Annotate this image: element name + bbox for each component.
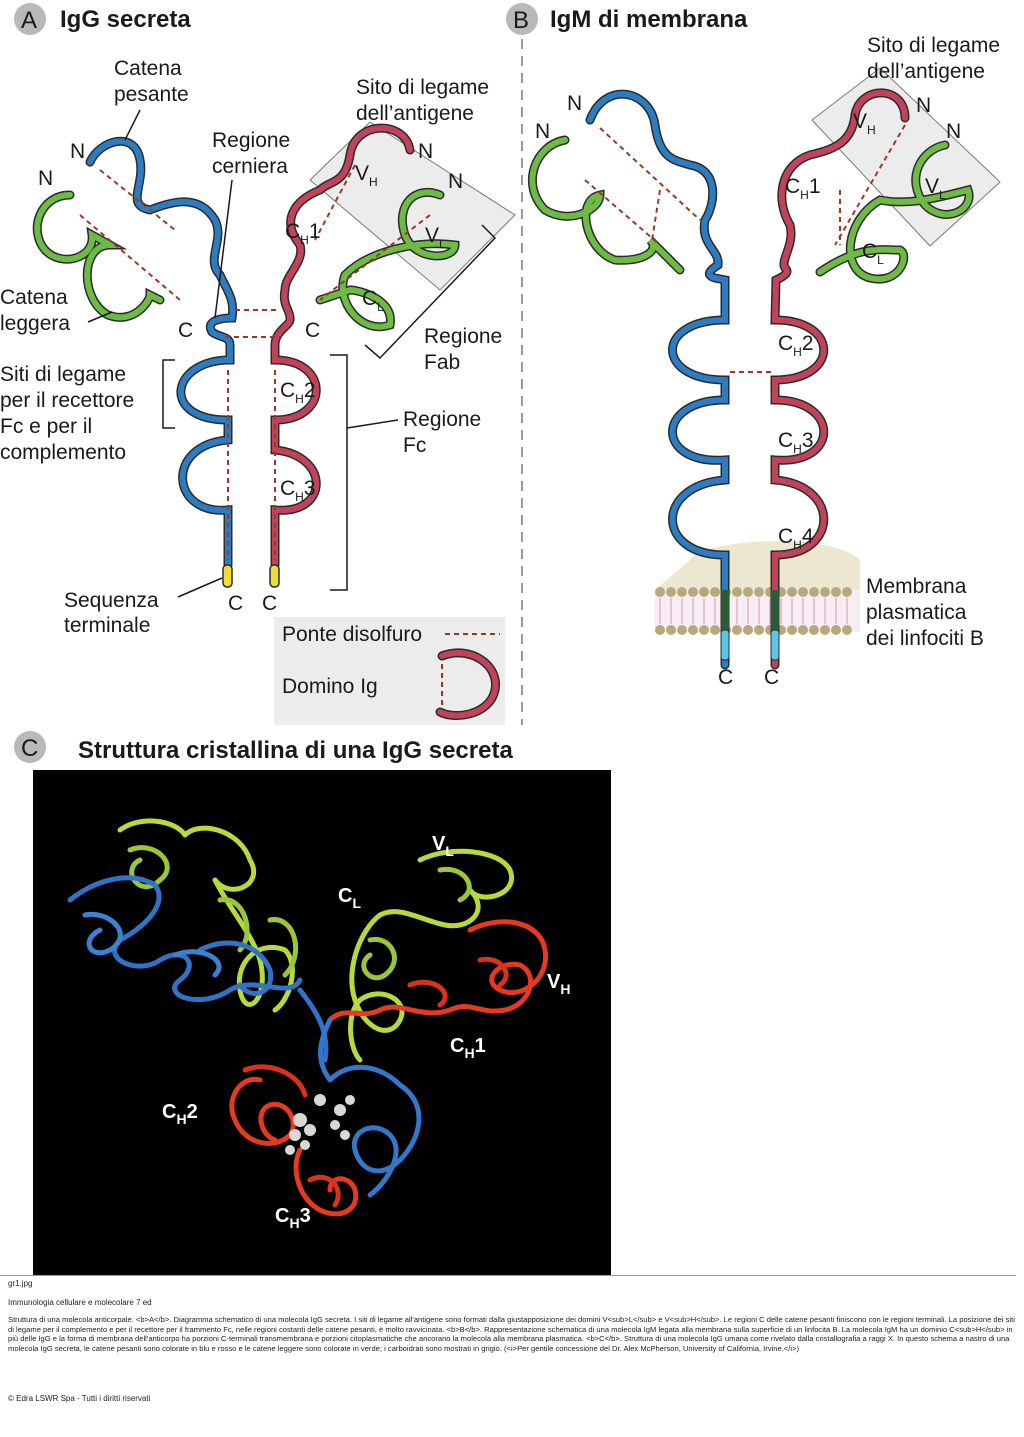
svg-text:CH2: $C_H2$ [280, 379, 316, 406]
copyright: © Edra LSWR Spa - Tutti i diritti riservati [8, 1394, 151, 1403]
svg-text:N: N [38, 167, 54, 190]
book-title: Immunologia cellulare e molecolare 7 ed [8, 1298, 152, 1307]
svg-text:N: N [70, 140, 86, 163]
footer-rule [0, 1275, 1016, 1276]
svg-text:CH1: $C_H1$ [285, 220, 321, 247]
tail-sequence-left [223, 565, 232, 587]
svg-text:Catena: Catena [0, 286, 68, 309]
svg-text:CH3: $C_H3$ [275, 1205, 311, 1231]
panel-c-letter: C [21, 735, 39, 762]
panel-b [506, 3, 1000, 689]
svg-text:dell’antigene: dell’antigene [356, 102, 474, 125]
svg-text:dell’antigene: dell’antigene [867, 60, 985, 83]
svg-text:Membrana: Membrana [866, 575, 967, 598]
svg-text:CL: $C_L$ [362, 287, 384, 314]
svg-text:Sito di legame: Sito di legame [867, 34, 1001, 57]
panel-a-letter: A [21, 7, 38, 34]
svg-text:N: N [946, 120, 962, 143]
svg-text:Sequenza: Sequenza [64, 589, 159, 612]
panel-c [14, 731, 611, 1275]
svg-text:Sito di legame: Sito di legame [356, 76, 490, 99]
tail-sequence-right [270, 565, 279, 587]
svg-text:CH3: $C_H3$ [280, 477, 316, 504]
plasma-membrane [655, 541, 860, 635]
svg-text:Siti di legame: Siti di legame [0, 363, 127, 386]
svg-text:CL: $C_L$ [862, 240, 884, 267]
svg-text:Regione: Regione [424, 325, 503, 348]
svg-text:Fc e per il: Fc e per il [0, 415, 93, 438]
svg-text:Fc: Fc [403, 434, 427, 457]
svg-text:cerniera: cerniera [212, 155, 288, 178]
legend-domain-label: Domino Ig [282, 675, 378, 698]
svg-text:C: C [764, 666, 780, 689]
svg-text:C: C [178, 319, 194, 342]
svg-text:N: N [448, 170, 464, 193]
svg-text:complemento: complemento [0, 441, 127, 464]
legend [274, 617, 505, 725]
svg-text:CH1: $C_H1$ [785, 175, 821, 202]
svg-text:VH: $V_H$ [853, 110, 876, 137]
svg-text:CH2: $C_H2$ [778, 332, 814, 359]
svg-text:N: N [916, 94, 932, 117]
svg-text:CH1: $C_H1$ [450, 1035, 486, 1061]
svg-text:dei linfociti B: dei linfociti B [866, 627, 984, 650]
svg-text:VL: $V_L$ [925, 175, 946, 202]
svg-text:VH: $V_H$ [547, 971, 571, 997]
panel-a [0, 3, 515, 725]
svg-text:CH4: $C_H4$ [778, 525, 814, 552]
panel-c-title: Struttura cristallina di una IgG secreta [78, 737, 513, 764]
svg-text:terminale: terminale [64, 614, 151, 637]
panel-a-title: IgG secreta [60, 6, 191, 33]
svg-text:C: C [262, 592, 278, 615]
svg-text:per il recettore: per il recettore [0, 389, 135, 412]
legend-disulfide-label: Ponte disolfuro [282, 623, 423, 646]
panel-b-letter: B [513, 7, 530, 34]
svg-text:plasmatica: plasmatica [866, 601, 967, 624]
svg-text:N: N [567, 92, 583, 115]
svg-text:VL: $V_L$ [425, 224, 446, 251]
svg-text:VH: $V_H$ [355, 162, 378, 189]
svg-text:Catena: Catena [114, 57, 182, 80]
svg-text:Fab: Fab [424, 351, 461, 374]
svg-text:C: C [718, 666, 734, 689]
svg-text:leggera: leggera [0, 312, 71, 335]
svg-text:N: N [535, 120, 551, 143]
svg-text:CH3: $C_H3$ [778, 429, 814, 456]
figure-caption: Struttura di una molecola anticorpale. <b>A</b>. Diagramma schematico di una molecola IgG secreta. I siti di legame all'antigene sono formati dalla giustapposizione dei domini V<sub>L</sub> e V<sub>H</sub>. Le regioni C delle catene pesanti finiscono con le regioni terminali. La posizione dei siti di legame per il complemento e per il recettore per il frammento Fc, nelle regioni costanti delle catene pesanti, è molto ravvicinata. <b>B</b>. Rappresentazione schematica di una molecola IgM legata alla membrana sulla superficie di un linfocita B. La molecola IgM ha un dominio C<sub>H</sub> in più delle IgG e la forma di membrana dell'anticorpo ha porzioni C-terminali transmembrana e porzioni citoplasmatiche che ancorano la molecola alla membrana plasmatica. <b>C</b>. Struttura di una molecola IgG umana come rivelato dalla cristallografia a raggi X. In questo schema a nastro di una molecola IgG secreta, le catene pesanti sono colorate in blu e rosso e le catene leggere sono colorate in verde; i carboidrati sono mostrati in grigio. (<i>Per gentile concessione del Dr. Alex McPherson, University of California, Irvine.</i>) [8, 1315, 1015, 1353]
svg-text:pesante: pesante [114, 83, 189, 106]
svg-text:CL: $C_L$ [338, 885, 362, 911]
svg-text:VL: $V_L$ [432, 833, 454, 859]
svg-text:Regione: Regione [212, 129, 291, 152]
file-name: gr1.jpg [8, 1279, 33, 1288]
svg-text:Regione: Regione [403, 408, 482, 431]
svg-text:CH2: $C_H2$ [162, 1101, 198, 1127]
svg-text:C: C [305, 319, 321, 342]
svg-text:C: C [228, 592, 244, 615]
svg-text:N: N [418, 140, 434, 163]
panel-b-title: IgM di membrana [550, 6, 748, 33]
